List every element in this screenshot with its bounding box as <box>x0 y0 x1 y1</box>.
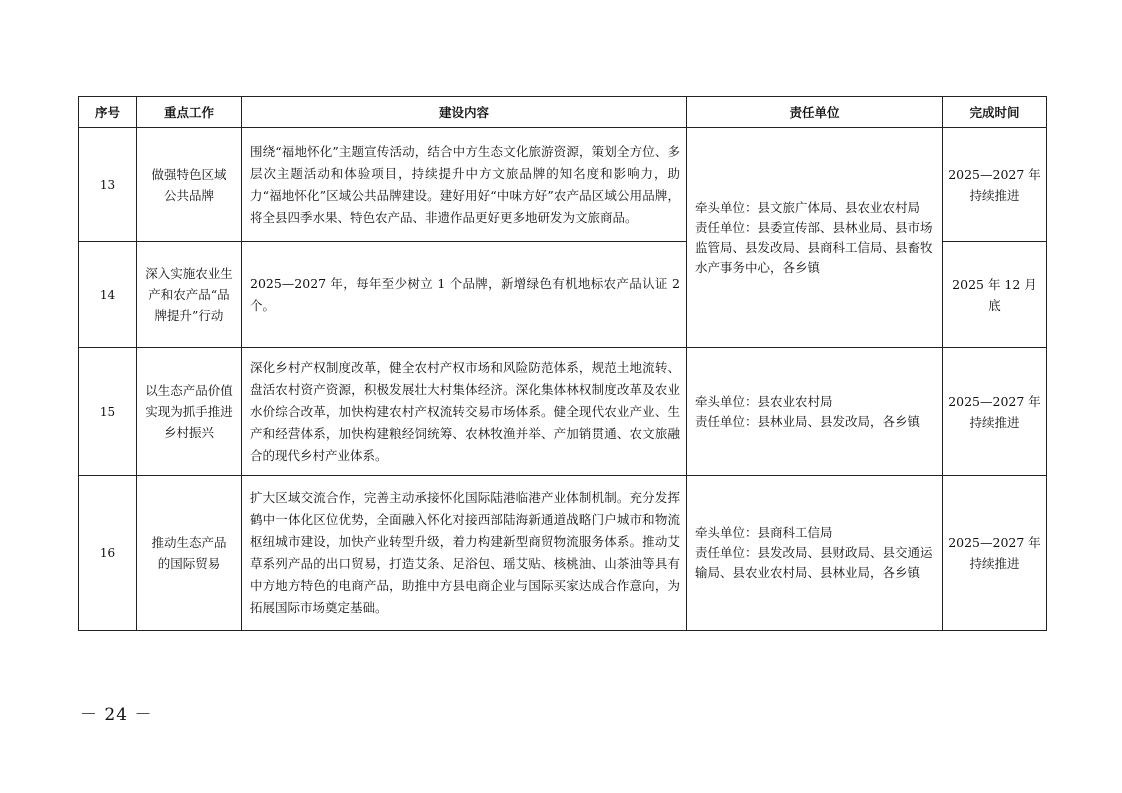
row-unit <box>687 348 943 476</box>
row-time <box>943 242 1047 348</box>
unit-lead: 牵头单位：县商科工信局 <box>695 525 833 540</box>
row-time <box>943 348 1047 476</box>
task-line: 乡村振兴 <box>163 425 214 440</box>
page-number: － 24 － <box>80 705 153 725</box>
row-task <box>137 128 242 242</box>
time-line: 持续推进 <box>969 556 1020 571</box>
row-task <box>137 348 242 476</box>
row-content: 围绕“福地怀化”主题宣传活动，结合中方生态文化旅游资源，策划全方位、多层次主题活动和体验项目，持续提升中方文旅品牌的知名度和影响力，助力“福地怀化”区域公共品牌建设。建好用好“中味方好”农产品区域公用品牌，将全县四季水果、特色农产品、非遗作品更好更多地研发为文旅商品。 <box>242 128 687 242</box>
time-line: 2025—2027 年 <box>948 393 1041 409</box>
time-line: 2025—2027 年 <box>948 166 1041 182</box>
row-number: 16 <box>79 476 137 631</box>
time-line: 2025—2027 年 <box>948 535 1041 550</box>
header-responsible-unit: 责任单位 <box>687 97 943 128</box>
unit-responsible: 责任单位：县委宣传部、县林业局、县市场监管局、县发改局、县商科工信局、县畜牧水产事务中心，各乡镇 <box>695 219 933 275</box>
task-line: 做强特色区域 <box>151 166 227 182</box>
task-line: 牌提升”行动 <box>154 308 224 323</box>
unit-responsible: 责任单位：县发改局、县财政局、县交通运输局、县农业农村局、县林业局，各乡镇 <box>695 545 933 580</box>
table-row <box>79 348 1047 476</box>
header-content: 建设内容 <box>242 97 687 128</box>
header-serial: 序号 <box>79 97 137 128</box>
task-line: 的国际贸易 <box>157 556 221 571</box>
row-unit <box>687 476 943 631</box>
row-content: 2025—2027 年，每年至少树立 1 个品牌，新增绿色有机地标农产品认证 2 个。 <box>242 242 687 348</box>
row-unit-merged <box>687 128 943 348</box>
row-content: 扩大区域交流合作，完善主动承接怀化国际陆港临港产业体制机制。充分发挥鹤中一体化区位优势，全面融入怀化对接西部陆海新通道战略门户城市和物流枢纽城市建设，加快产业转型升级，着力构建新型商贸物流服务体系。推动艾草系列产品的出口贸易，打造艾条、足浴包、瑶艾贴、核桃油、山茶油等具有中方地方特色的电商产品，助推中方县电商企业与国际买家达成合作意向，为拓展国际市场奠定基础。 <box>242 476 687 631</box>
table-header-row <box>79 97 1047 128</box>
row-time <box>943 476 1047 631</box>
row-number: 15 <box>79 348 137 476</box>
unit-lead: 牵头单位：县文旅广体局、县农业农村局 <box>695 199 921 215</box>
task-line: 以生态产品价值 <box>145 383 233 398</box>
task-line: 深入实施农业生 <box>145 266 233 281</box>
time-line: 持续推进 <box>969 414 1020 430</box>
task-line: 推动生态产品 <box>151 535 227 550</box>
time-line: 2025 年 12 月底 <box>952 276 1037 313</box>
task-line: 实现为抓手推进 <box>145 404 233 419</box>
row-number: 14 <box>79 242 137 348</box>
table-row <box>79 476 1047 631</box>
header-completion-time: 完成时间 <box>943 97 1047 128</box>
row-number: 13 <box>79 128 137 242</box>
row-time <box>943 128 1047 242</box>
work-plan-table <box>78 96 1047 631</box>
time-line: 持续推进 <box>969 187 1020 203</box>
header-key-work: 重点工作 <box>137 97 242 128</box>
unit-responsible: 责任单位：县林业局、县发改局，各乡镇 <box>695 413 921 429</box>
row-content: 深化乡村产权制度改革，健全农村产权市场和风险防范体系，规范土地流转、盘活农村资产资源，积极发展壮大村集体经济。深化集体林权制度改革及农业水价综合改革，加快构建农村产权流转交易市场体系。健全现代农业产业、生产和经营体系，加快构建粮经饲统筹、农林牧渔并举、产加销贯通、农文旅融合的现代乡村产业体系。 <box>242 348 687 476</box>
row-task <box>137 242 242 348</box>
unit-lead: 牵头单位：县农业农村局 <box>695 393 833 409</box>
row-task <box>137 476 242 631</box>
task-line: 产和农产品“品 <box>148 287 230 302</box>
table-row <box>79 128 1047 242</box>
task-line: 公共品牌 <box>163 187 214 203</box>
